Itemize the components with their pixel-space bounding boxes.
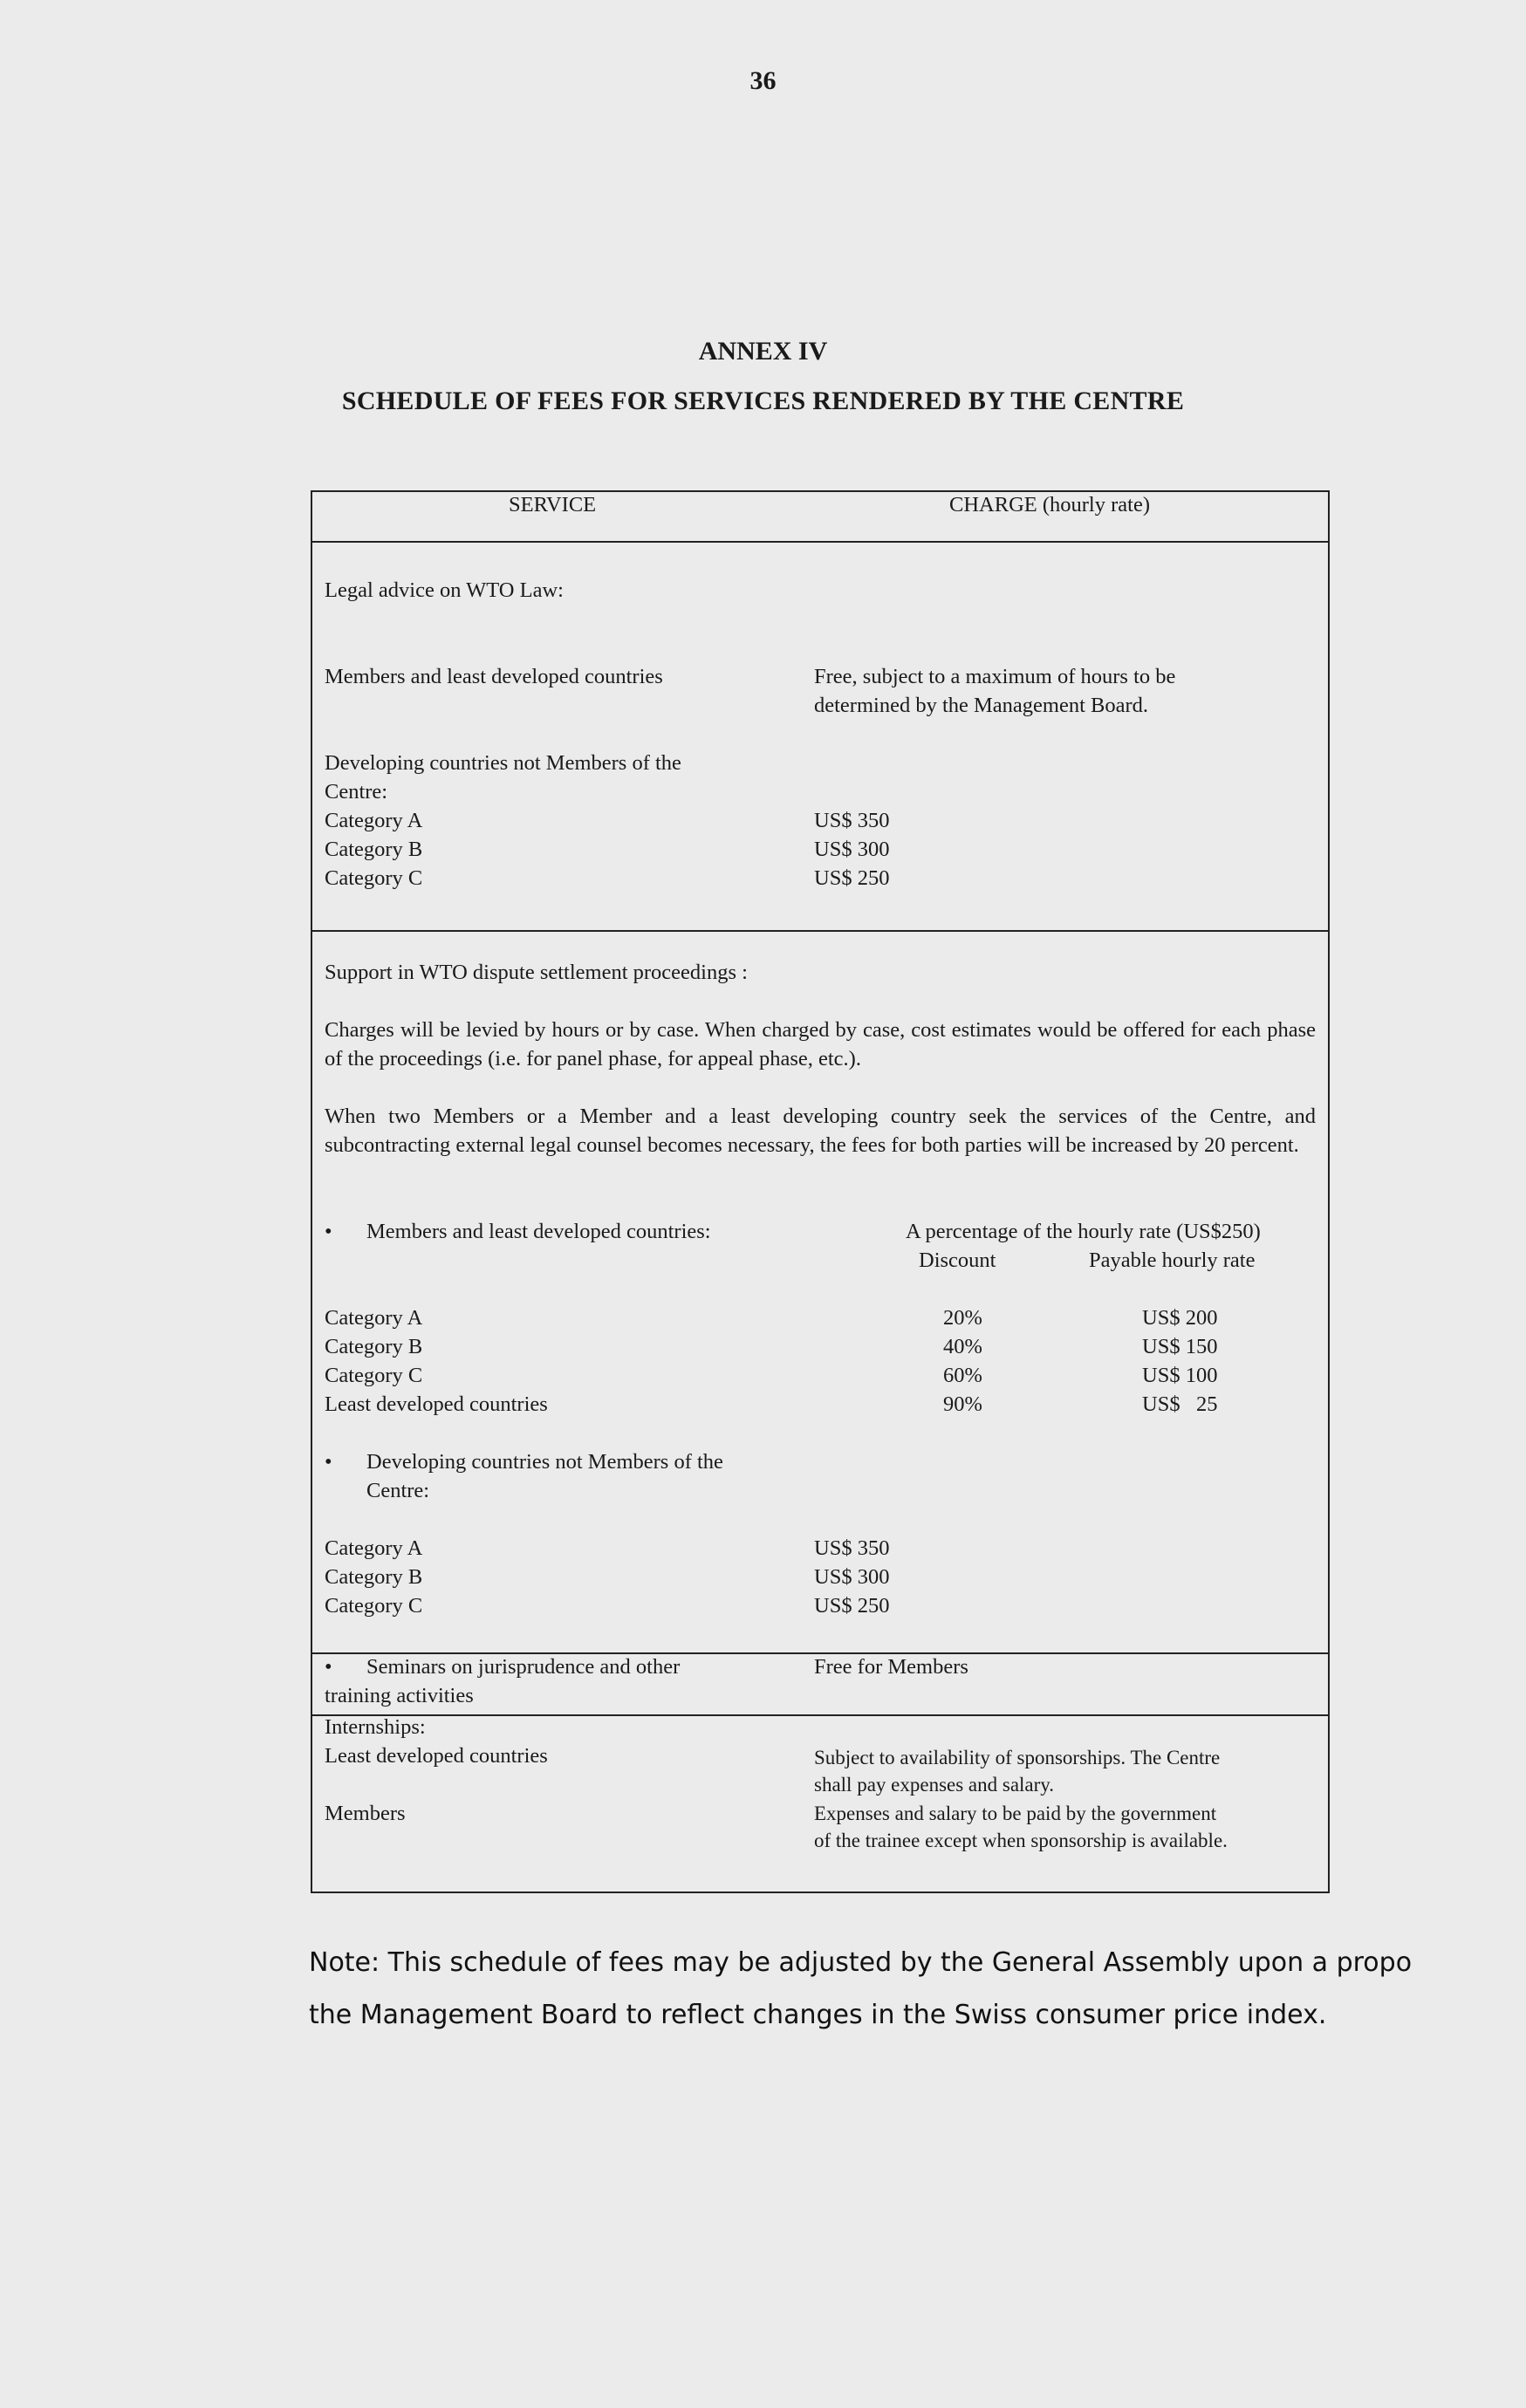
- developing-row-label: Category A: [325, 1536, 423, 1560]
- developing-row-charge: US$ 250: [814, 1594, 890, 1618]
- dispute-paragraph-1: Charges will be levied by hours or by case. When charged by case, cost estimates would be offered for each phase of the proceedings (i.e. for panel phase, for appeal phase, etc.).: [325, 1018, 1316, 1071]
- developing-row-charge: US$ 350: [814, 1536, 890, 1560]
- member-row-discount: 20%: [943, 1306, 982, 1330]
- category-charge: US$ 300: [814, 838, 890, 861]
- member-row-rate: US$ 150: [1142, 1335, 1218, 1358]
- internship-members-charge-line2: of the trainee except when sponsorship is available.: [814, 1830, 1228, 1851]
- seminars-label-line2: training activities: [325, 1684, 474, 1707]
- payable-rate-header: Payable hourly rate: [1089, 1248, 1256, 1272]
- developing-bullet-line1: • Developing countries not Members of the: [325, 1447, 723, 1476]
- developing-row-charge: US$ 300: [814, 1565, 890, 1589]
- percentage-header: A percentage of the hourly rate (US$250): [906, 1220, 1261, 1243]
- member-row-discount: 60%: [943, 1364, 982, 1387]
- internships-heading: Internships:: [325, 1715, 426, 1739]
- category-label: Category B: [325, 838, 423, 861]
- internship-members-label: Members: [325, 1802, 406, 1825]
- developing-row-label: Category C: [325, 1594, 423, 1618]
- member-row-rate: US$ 25: [1142, 1392, 1218, 1416]
- internship-members-charge-line1: Expenses and salary to be paid by the government: [814, 1803, 1217, 1824]
- member-row-rate: US$ 200: [1142, 1306, 1218, 1330]
- developing-label-line1: Developing countries not Members of the: [325, 751, 681, 775]
- category-charge: US$ 250: [814, 866, 890, 890]
- legal-advice-heading: Legal advice on WTO Law:: [325, 578, 564, 602]
- footnote-line2: the Management Board to reflect changes in the Swiss consumer price index.: [309, 2000, 1327, 2030]
- members-ldc-charge-line2: determined by the Management Board.: [814, 694, 1149, 717]
- footnote-line1: Note: This schedule of fees may be adjusted by the General Assembly upon a propo: [309, 1947, 1413, 1978]
- page-number: 36: [749, 66, 777, 95]
- discount-header: Discount: [919, 1248, 996, 1272]
- members-ldc-charge-line1: Free, subject to a maximum of hours to be: [814, 665, 1176, 688]
- table-header: [312, 492, 1328, 543]
- annex-subtitle: SCHEDULE OF FEES FOR SERVICES RENDERED BY THE CENTRE: [341, 387, 1185, 415]
- internship-ldc-label: Least developed countries: [325, 1744, 548, 1768]
- developing-label-line2: Centre:: [325, 780, 388, 804]
- dispute-paragraph-2: When two Members or a Member and a least developing country seek the services of the Centre, and subcontracting external legal counsel becomes necessary, the fees for both parties will be increased by 20 percent.: [325, 1105, 1316, 1157]
- service-column-header: SERVICE: [509, 493, 597, 516]
- charge-column-header: CHARGE (hourly rate): [949, 493, 1150, 516]
- category-charge: US$ 350: [814, 809, 890, 832]
- member-row-label: Least developed countries: [325, 1392, 548, 1416]
- member-row-label: Category C: [325, 1364, 423, 1387]
- members-ldc-label: Members and least developed countries: [325, 665, 663, 688]
- fee-schedule-table: [311, 490, 1330, 1893]
- member-row-discount: 90%: [943, 1392, 982, 1416]
- category-label: Category A: [325, 809, 423, 832]
- dispute-heading: Support in WTO dispute settlement proceedings :: [325, 961, 748, 984]
- footnote: [309, 1937, 1526, 2042]
- member-row-discount: 40%: [943, 1335, 982, 1358]
- members-ldc-bullet: • Members and least developed countries:: [325, 1217, 711, 1246]
- developing-bullet-line2: Centre:: [366, 1479, 430, 1502]
- section-divider: [312, 930, 1328, 932]
- member-row-rate: US$ 100: [1142, 1364, 1218, 1387]
- member-row-label: Category B: [325, 1335, 423, 1358]
- member-row-label: Category A: [325, 1306, 423, 1330]
- internship-ldc-charge-line1: Subject to availability of sponsorships. The Centre: [814, 1747, 1221, 1768]
- internship-ldc-charge-line2: shall pay expenses and salary.: [814, 1774, 1055, 1796]
- seminars-charge: Free for Members: [814, 1655, 968, 1679]
- developing-row-label: Category B: [325, 1565, 423, 1589]
- category-label: Category C: [325, 866, 423, 890]
- section-divider: [312, 1714, 1328, 1716]
- seminars-label-line1: • Seminars on jurisprudence and other: [325, 1652, 680, 1681]
- annex-title: ANNEX IV: [698, 337, 828, 366]
